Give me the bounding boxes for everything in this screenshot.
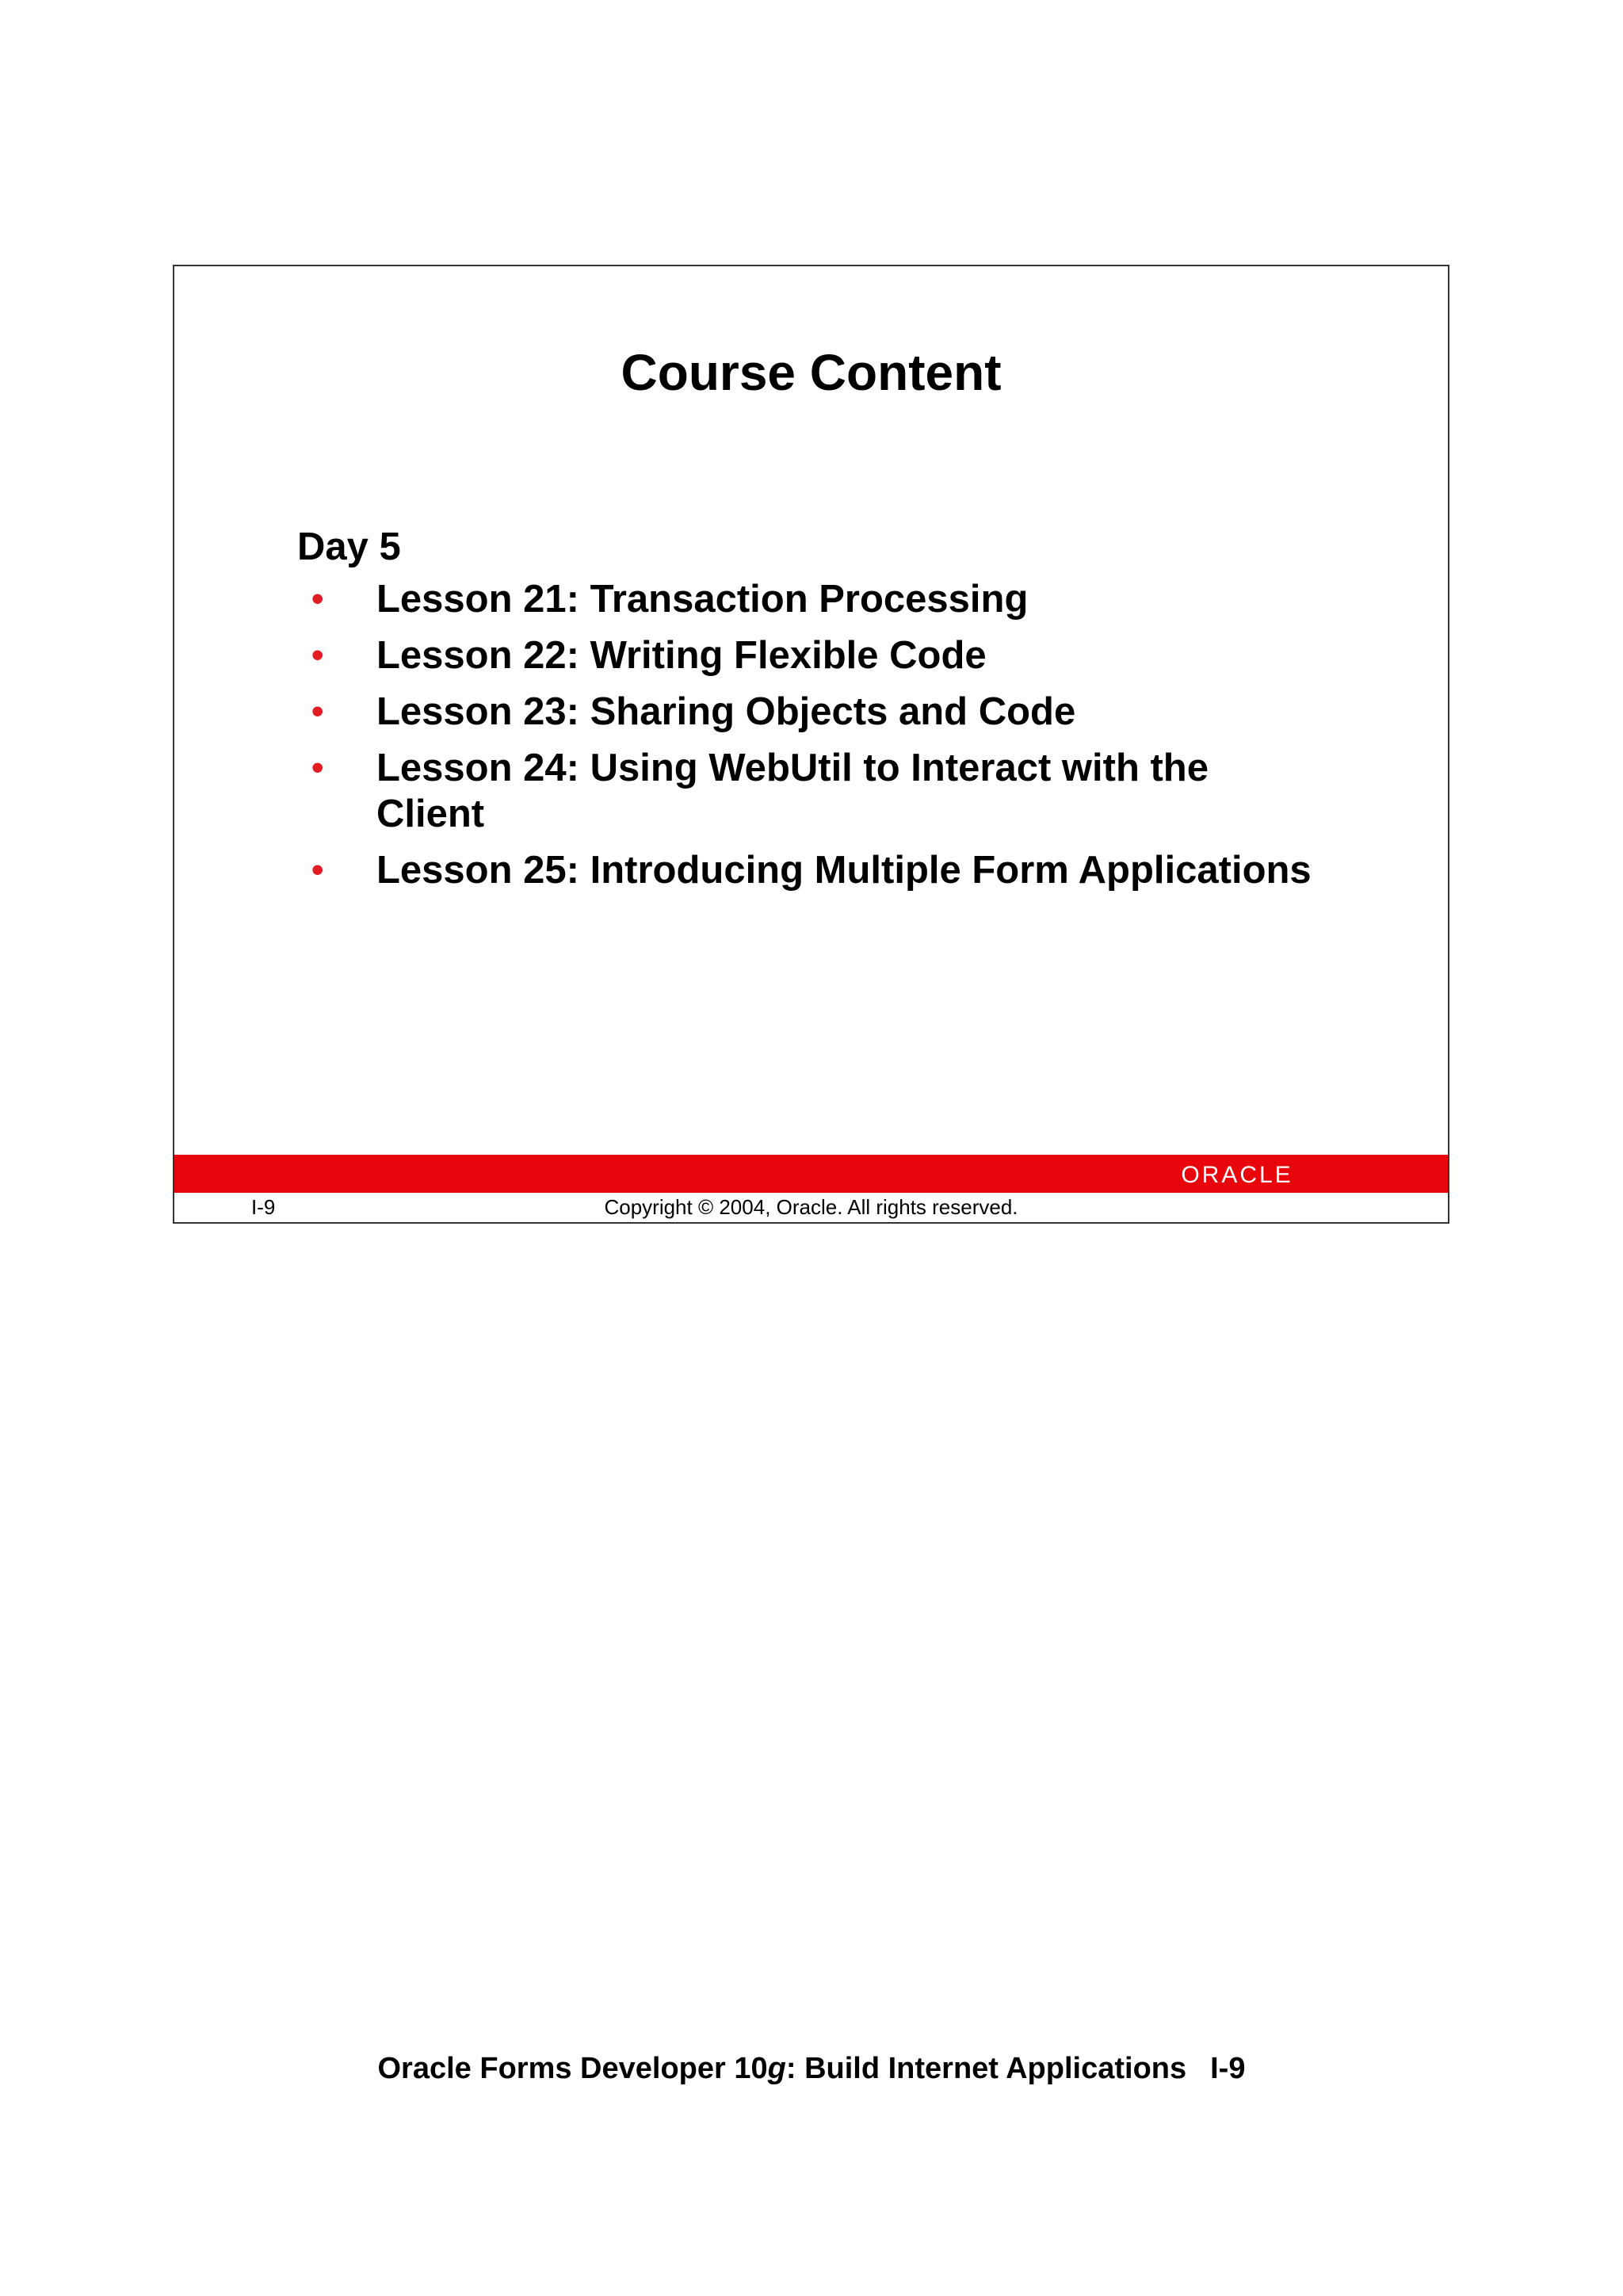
lesson-list bbox=[297, 576, 1407, 893]
list-item bbox=[297, 632, 1407, 678]
svg-text:ORACLE: ORACLE bbox=[1181, 1162, 1293, 1187]
list-item bbox=[297, 576, 1407, 622]
list-item bbox=[297, 847, 1407, 893]
lesson-label: Lesson 25: Introducing Multiple Form Applications bbox=[376, 849, 1312, 892]
book-title-suffix: : Build Internet Applications bbox=[785, 2052, 1187, 2085]
lesson-label: Lesson 21: Transaction Processing bbox=[376, 578, 1029, 621]
page-footer bbox=[0, 2050, 1623, 2088]
bullet-icon: • bbox=[311, 579, 324, 618]
lesson-label: Lesson 22: Writing Flexible Code bbox=[376, 634, 987, 677]
page-number: I-9 bbox=[1210, 2052, 1246, 2085]
list-item bbox=[297, 745, 1407, 837]
lesson-label: Lesson 23: Sharing Objects and Code bbox=[376, 690, 1076, 733]
copyright-text: Copyright © 2004, Oracle. All rights reserved. bbox=[604, 1195, 1018, 1219]
book-title-italic: g bbox=[767, 2052, 786, 2085]
slide-frame bbox=[173, 265, 1449, 1224]
slide-footer bbox=[174, 1193, 1448, 1222]
lesson-label: Lesson 24: Using WebUtil to Interact with the Client bbox=[376, 747, 1209, 835]
bullet-icon: • bbox=[311, 850, 324, 889]
footer-band bbox=[174, 1155, 1448, 1193]
oracle-logo bbox=[1158, 1162, 1316, 1187]
day-heading: Day 5 bbox=[297, 525, 401, 568]
list-item bbox=[297, 689, 1407, 735]
bullet-icon: • bbox=[311, 748, 324, 787]
slide-page-code: I-9 bbox=[251, 1195, 276, 1219]
slide-title: Course Content bbox=[621, 344, 1002, 401]
book-title-prefix: Oracle Forms Developer 10 bbox=[377, 2052, 768, 2085]
bullet-icon: • bbox=[311, 692, 324, 731]
bullet-icon: • bbox=[311, 636, 324, 674]
slide-content bbox=[297, 520, 1407, 904]
